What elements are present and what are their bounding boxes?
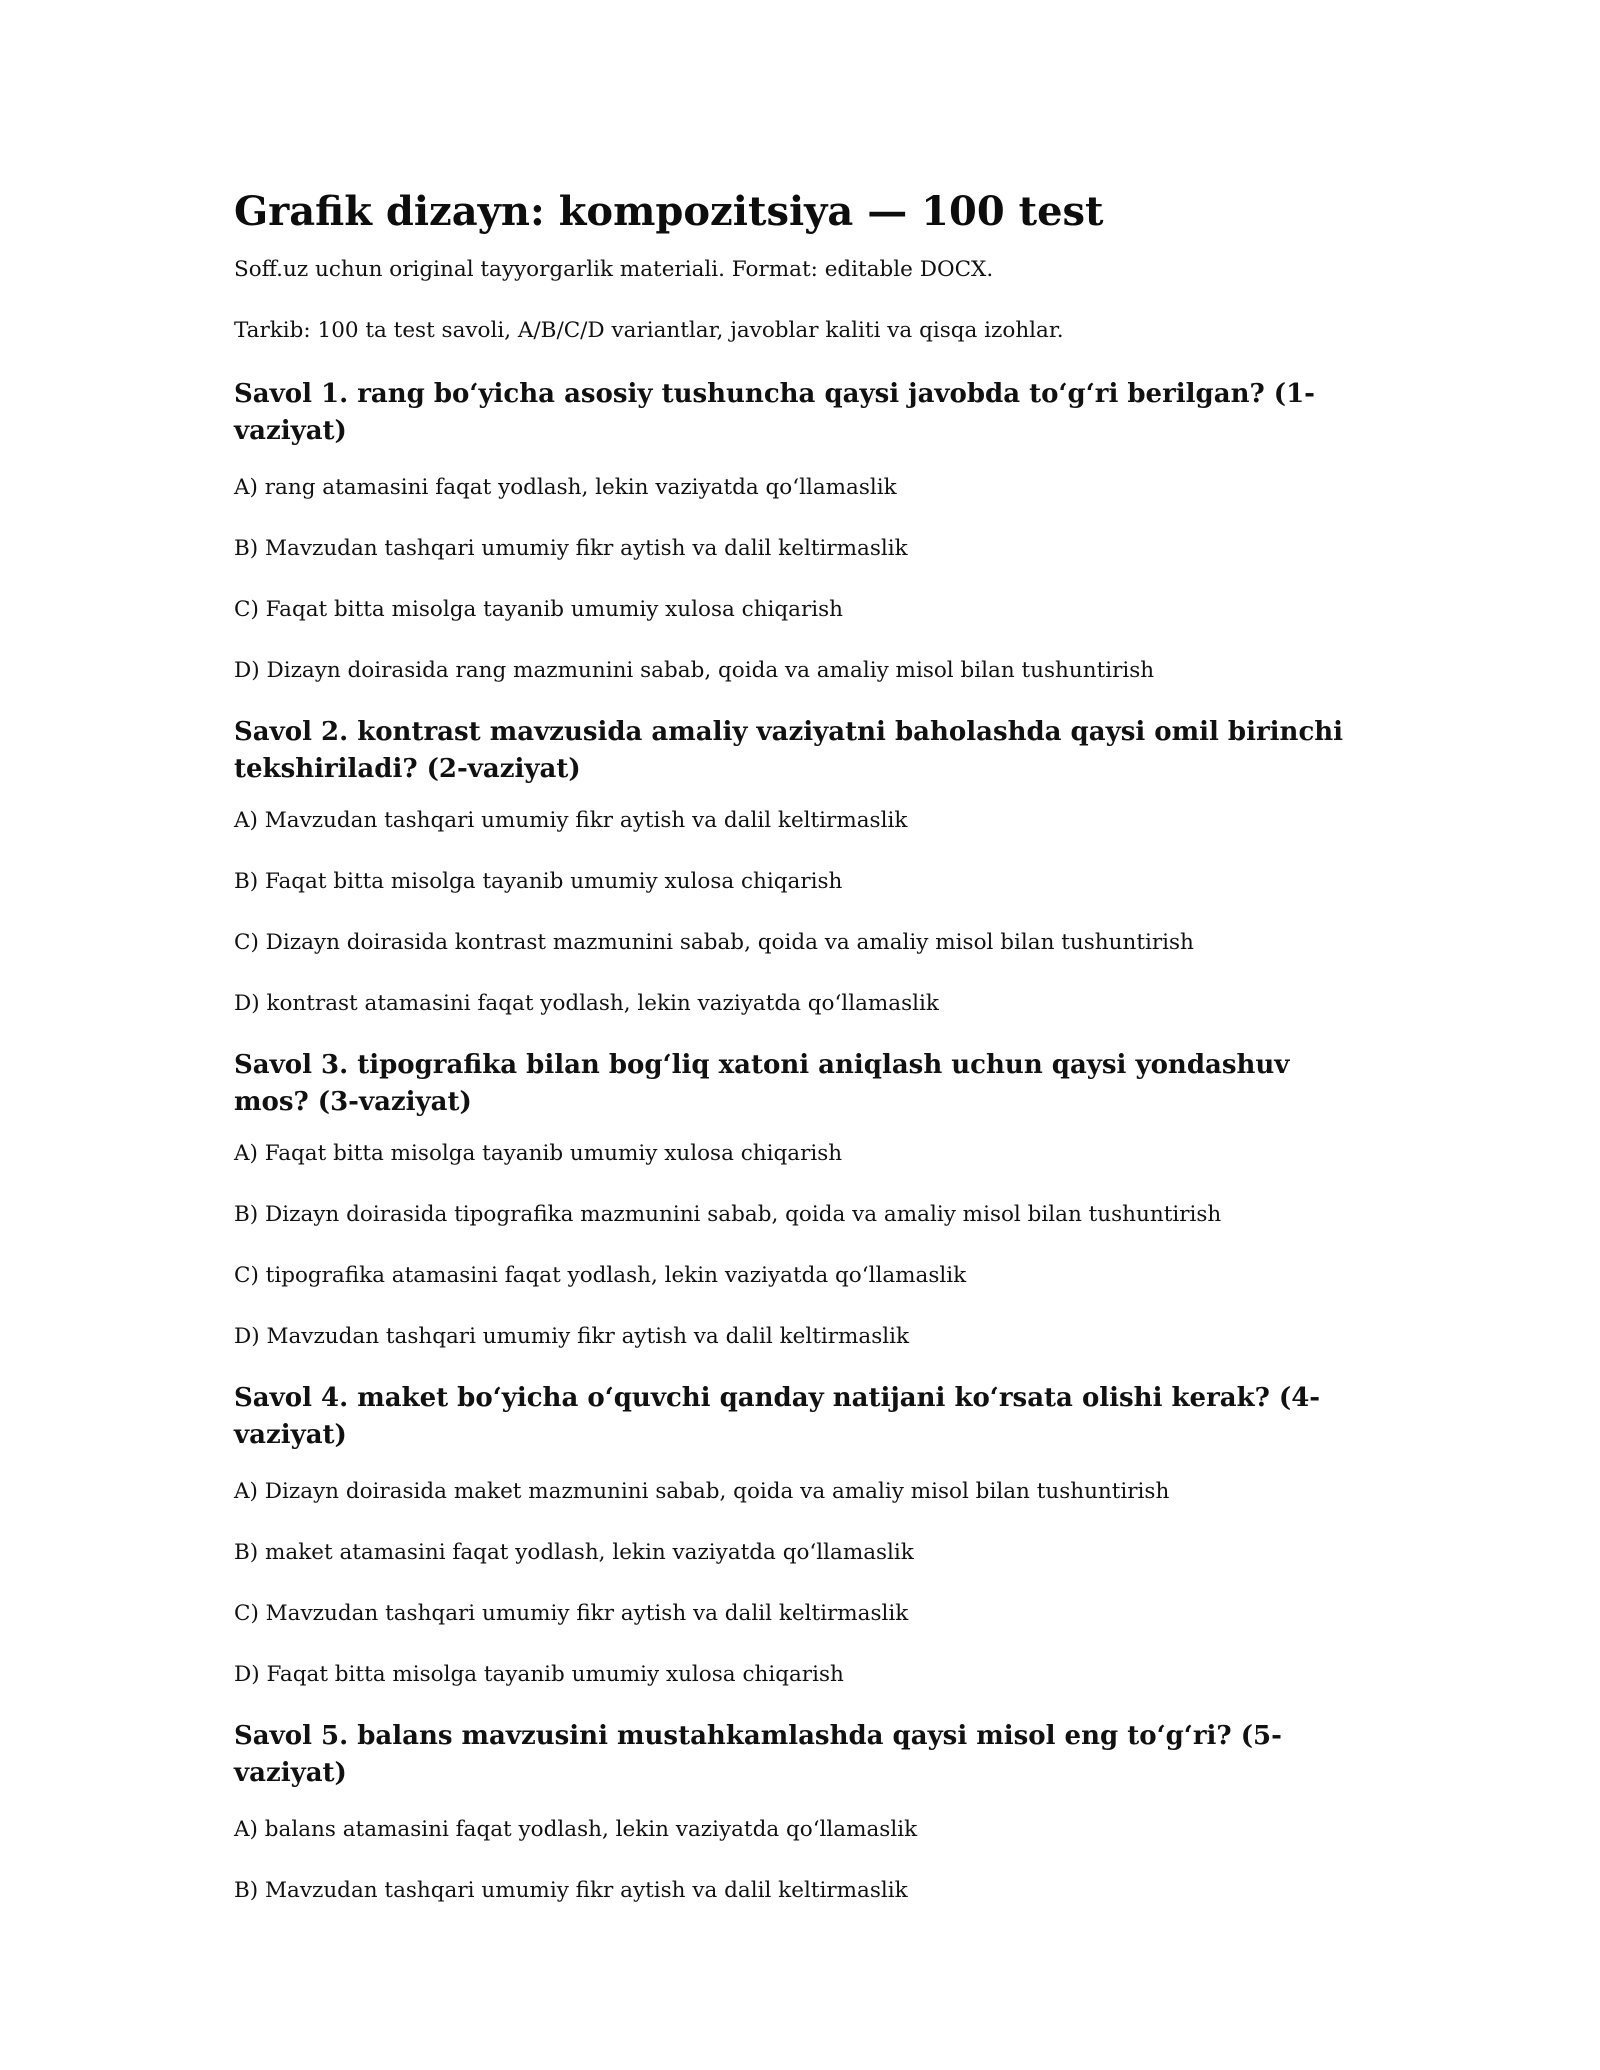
option-a: A) Dizayn doirasida maket mazmunini sabab, qoida va amaliy misol bilan tushuntirish [234,1479,1170,1504]
option-b: B) Faqat bitta misolga tayanib umumiy xulosa chiqarish [234,869,843,894]
question-text: Savol 2. kontrast mavzusida amaliy vaziyatni baholashda qaysi omil birinchi tekshiriladi? (2-vaziyat) [234,717,1344,784]
document-title: Grafik dizayn: kompozitsiya — 100 test [234,188,1104,235]
option-a: A) Mavzudan tashqari umumiy fikr aytish va dalil keltirmaslik [234,808,908,833]
option-a: A) rang atamasini faqat yodlash, lekin vaziyatda qo‘llamaslik [234,475,897,500]
option-b: B) maket atamasini faqat yodlash, lekin vaziyatda qo‘llamaslik [234,1540,914,1565]
question-text: Savol 5. balans mavzusini mustahkamlashda qaysi misol eng to‘g‘ri? (5-vaziyat) [234,1721,1282,1788]
document-intro: Soff.uz uchun original tayyorgarlik materiali. Format: editable DOCX. [234,257,994,282]
question-text: Savol 1. rang bo‘yicha asosiy tushuncha qaysi javobda to‘g‘ri berilgan? (1-vaziyat) [234,379,1315,446]
option-c: C) Dizayn doirasida kontrast mazmunini sabab, qoida va amaliy misol bilan tushuntirish [234,930,1194,955]
option-d: D) Mavzudan tashqari umumiy fikr aytish va dalil keltirmaslik [234,1324,910,1349]
question-3 [234,1047,1354,1353]
option-b: B) Mavzudan tashqari umumiy fikr aytish va dalil keltirmaslik [234,536,908,561]
option-b: B) Mavzudan tashqari umumiy fikr aytish va dalil keltirmaslik [234,1878,908,1903]
question-5 [234,1718,1354,1907]
option-b: B) Dizayn doirasida tipografika mazmunini sabab, qoida va amaliy misol bilan tushuntirish [234,1202,1222,1227]
question-text: Savol 4. maket bo‘yicha o‘quvchi qanday natijani ko‘rsata olishi kerak? (4-vaziyat) [234,1383,1321,1450]
option-a: A) balans atamasini faqat yodlash, lekin vaziyatda qo‘llamaslik [234,1817,918,1842]
document-contents: Tarkib: 100 ta test savoli, A/B/C/D variantlar, javoblar kaliti va qisqa izohlar. [234,318,1064,343]
option-d: D) Dizayn doirasida rang mazmunini sabab, qoida va amaliy misol bilan tushuntirish [234,658,1155,683]
option-d: D) kontrast atamasini faqat yodlash, lekin vaziyatda qo‘llamaslik [234,991,939,1016]
option-c: C) Mavzudan tashqari umumiy fikr aytish va dalil keltirmaslik [234,1601,909,1626]
option-c: C) tipografika atamasini faqat yodlash, lekin vaziyatda qo‘llamaslik [234,1263,967,1288]
question-2 [234,714,1354,1020]
option-d: D) Faqat bitta misolga tayanib umumiy xulosa chiqarish [234,1662,844,1687]
question-text: Savol 3. tipografika bilan bog‘liq xatoni aniqlash uchun qaysi yondashuv mos? (3-vaziyat) [234,1050,1290,1117]
option-a: A) Faqat bitta misolga tayanib umumiy xulosa chiqarish [234,1141,843,1166]
option-c: C) Faqat bitta misolga tayanib umumiy xulosa chiqarish [234,597,844,622]
question-4 [234,1380,1354,1691]
question-1 [234,376,1354,687]
document-page [234,182,1354,1936]
